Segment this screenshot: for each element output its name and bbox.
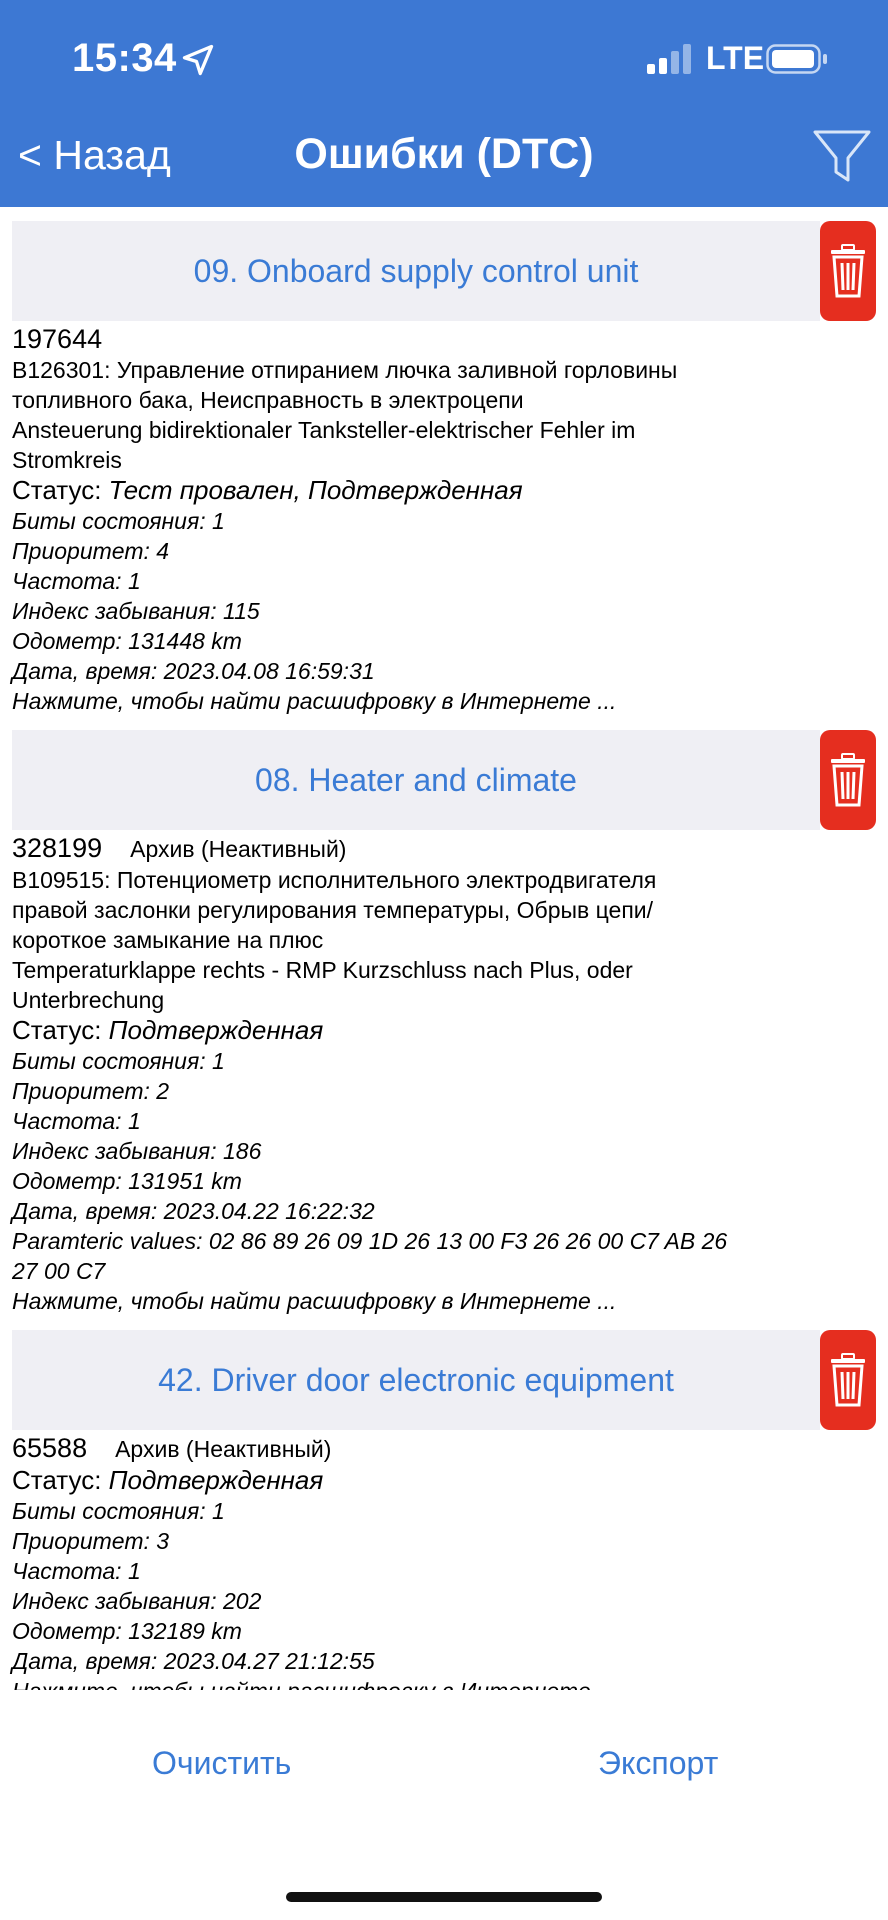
dtc-description-line: правой заслонки регулирования температуры, Обрыв цепи/ [12, 897, 654, 923]
trash-icon [828, 243, 868, 299]
delete-button[interactable] [820, 730, 876, 830]
datetime: Дата, время: 2023.04.22 16:22:32 [12, 1198, 375, 1224]
odometer: Одометр: 131448 km [12, 628, 242, 654]
group-header [0, 730, 888, 830]
location-arrow-icon [180, 42, 216, 78]
parametric-values: Paramteric values: 02 86 89 26 09 1D 26 13 00 F3 26 26 00 C7 AB 26 [12, 1228, 728, 1254]
dtc-status [12, 1015, 876, 1046]
search-online-link[interactable]: Нажмите, чтобы найти расшифровку в Интернете ... [12, 1288, 617, 1314]
forget-index: Индекс забывания: 115 [12, 598, 260, 624]
dtc-code: 197644 [12, 324, 103, 354]
dtc-entry[interactable] [0, 1432, 888, 1706]
dtc-description-line: Ansteuerung bidirektionaler Tanksteller-elektrischer Fehler im [12, 417, 636, 443]
dtc-description-line: Unterbrechung [12, 987, 165, 1013]
status-label: Статус: [12, 1015, 109, 1045]
parametric-values-cont: 27 00 C7 [12, 1258, 106, 1284]
page-title: Ошибки (DTC) [294, 130, 594, 178]
dtc-description-line: короткое замыкание на плюс [12, 927, 324, 953]
status-time: 15:34 [72, 36, 177, 80]
frequency: Частота: 1 [12, 568, 141, 594]
archive-label: Архив (Неактивный) [115, 1436, 332, 1462]
odometer: Одометр: 132189 km [12, 1618, 242, 1644]
battery-icon [766, 44, 828, 74]
dtc-entry[interactable] [0, 323, 888, 716]
status-bits: Биты состояния: 1 [12, 1498, 225, 1524]
dtc-status [12, 1465, 876, 1496]
group-header [0, 221, 888, 321]
priority: Приоритет: 3 [12, 1528, 170, 1554]
frequency: Частота: 1 [12, 1558, 141, 1584]
dtc-code: 328199 [12, 833, 103, 863]
dtc-group [0, 221, 888, 716]
status-value: Подтвержденная [108, 1465, 324, 1495]
status-value: Тест провален, Подтвержденная [108, 475, 523, 505]
back-button[interactable]: < Назад [18, 132, 171, 178]
status-label: Статус: [12, 1465, 109, 1495]
clear-button[interactable]: Очистить [152, 1745, 292, 1781]
datetime: Дата, время: 2023.04.27 21:12:55 [12, 1648, 375, 1674]
dtc-description-line: B126301: Управление отпиранием лючка заливной горловины [12, 357, 678, 383]
group-title[interactable]: 42. Driver door electronic equipment [12, 1330, 820, 1430]
dtc-status [12, 475, 876, 506]
trash-icon [828, 752, 868, 808]
dtc-code: 65588 [12, 1433, 88, 1463]
dtc-entry[interactable] [0, 832, 888, 1316]
dtc-group [0, 1330, 888, 1706]
nav-header [0, 0, 888, 207]
status-value: Подтвержденная [108, 1015, 324, 1045]
forget-index: Индекс забывания: 202 [12, 1588, 262, 1614]
home-indicator[interactable] [286, 1892, 602, 1902]
signal-icon [647, 44, 695, 74]
group-header [0, 1330, 888, 1430]
filter-icon[interactable] [812, 128, 872, 186]
frequency: Частота: 1 [12, 1108, 141, 1134]
status-bits: Биты состояния: 1 [12, 508, 225, 534]
status-label: Статус: [12, 475, 109, 505]
archive-label: Архив (Неактивный) [130, 836, 347, 862]
dtc-group [0, 730, 888, 1316]
dtc-description-line: Temperaturklappe rechts - RMP Kurzschluss nach Plus, oder [12, 957, 633, 983]
group-title[interactable]: 09. Onboard supply control unit [12, 221, 820, 321]
dtc-description-line: топливного бака, Неисправность в электроцепи [12, 387, 524, 413]
delete-button[interactable] [820, 1330, 876, 1430]
delete-button[interactable] [820, 221, 876, 321]
datetime: Дата, время: 2023.04.08 16:59:31 [12, 658, 375, 684]
network-type: LTE [706, 40, 765, 76]
priority: Приоритет: 2 [12, 1078, 170, 1104]
dtc-description-line: B109515: Потенциометр исполнительного электродвигателя [12, 867, 657, 893]
forget-index: Индекс забывания: 186 [12, 1138, 262, 1164]
dtc-list[interactable] [0, 207, 888, 1690]
odometer: Одометр: 131951 km [12, 1168, 242, 1194]
dtc-description-line: Stromkreis [12, 447, 122, 473]
group-title[interactable]: 08. Heater and climate [12, 730, 820, 830]
status-bits: Биты состояния: 1 [12, 1048, 225, 1074]
trash-icon [828, 1352, 868, 1408]
export-button[interactable]: Экспорт [598, 1745, 719, 1781]
search-online-link[interactable]: Нажмите, чтобы найти расшифровку в Интернете ... [12, 688, 617, 714]
bottom-toolbar [0, 1690, 888, 1920]
priority: Приоритет: 4 [12, 538, 170, 564]
